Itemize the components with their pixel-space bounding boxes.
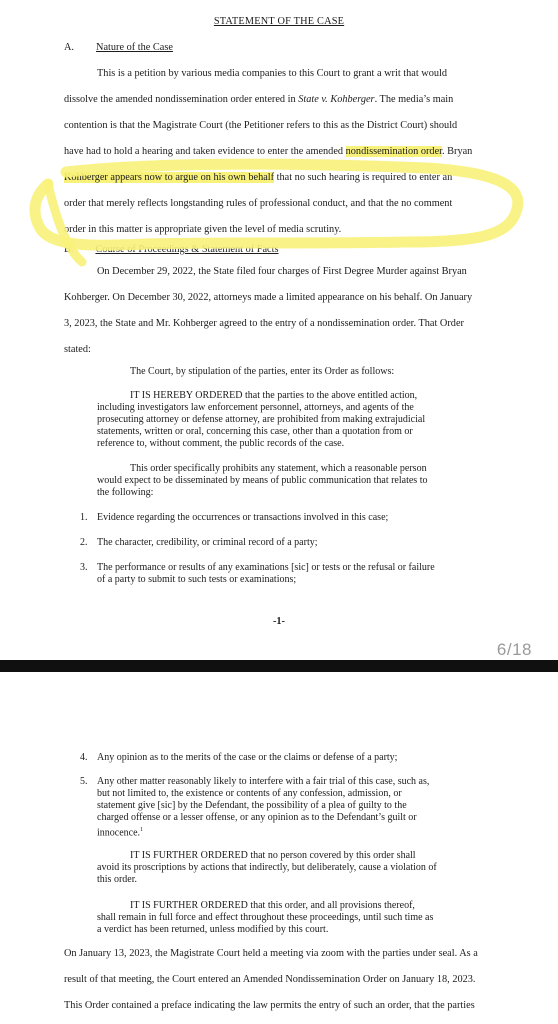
quote-line: IT IS HEREBY ORDERED that the parties to the above entitled action, xyxy=(130,390,418,401)
list-item-number: 1. xyxy=(80,512,88,523)
list-item-text: Evidence regarding the occurrences or transactions involved in this case; xyxy=(97,512,389,523)
quote-line: IT IS FURTHER ORDERED that no person covered by this order shall xyxy=(130,850,416,861)
quote-intro: The Court, by stipulation of the parties, enter its Order as follows: xyxy=(130,366,395,377)
list-item-number: 5. xyxy=(80,776,88,787)
page-counter: 6/18 xyxy=(496,640,532,659)
para-c-line: This Order contained a preface indicating the law permits the entry of such an order, that the parties xyxy=(64,1000,475,1011)
document-page-2 xyxy=(0,672,558,1024)
para-b-line: stated: xyxy=(64,344,91,355)
quote-line: This order specifically prohibits any statement, which a reasonable person xyxy=(130,463,427,474)
page-title: STATEMENT OF THE CASE xyxy=(213,16,345,27)
quote-line: shall remain in full force and effect throughout these proceedings, until such time as xyxy=(97,912,434,923)
para-b-line: Kohberger. On December 30, 2022, attorneys made a limited appearance on his behalf. On January xyxy=(64,292,473,303)
list-item-text: charged offense or a lesser offense, or any opinion as to the Defendant’s guilt or xyxy=(97,812,417,823)
para-a-line: This is a petition by various media companies to this Court to grant a writ that would xyxy=(97,68,448,79)
quote-line: this order. xyxy=(97,874,137,885)
list-item-text: statement give [sic] by the Defendant, the possibility of a plea of guilty to the xyxy=(97,800,407,811)
quote-line: including investigators law enforcement personnel, attorneys, and agents of the xyxy=(97,402,414,413)
page-number: -1- xyxy=(272,616,285,627)
quote-line: a verdict has been returned, unless modified by this court. xyxy=(97,924,329,935)
quote-line: IT IS FURTHER ORDERED that this order, and all provisions thereof, xyxy=(130,900,415,911)
quote-line: prosecuting attorney or defense attorney, are prohibited from making extrajudicial xyxy=(97,414,426,425)
list-item-text: Any other matter reasonably likely to interfere with a fair trial of this case, such as, xyxy=(97,776,430,787)
list-item-number: 4. xyxy=(80,752,88,763)
para-a-line: contention is that the Magistrate Court (the Petitioner refers to this as the District Court) should xyxy=(64,120,458,131)
section-a-heading: A. Nature of the Case xyxy=(64,42,173,53)
list-item-text: of a party to submit to such tests or examinations; xyxy=(97,574,297,585)
para-c-line: result of that meeting, the Court entered an Amended Nondissemination Order on January 18, 2023. xyxy=(64,974,476,985)
list-item-text: innocence.$^1$ xyxy=(97,827,144,839)
page-separator xyxy=(0,660,558,672)
quote-line: the following: xyxy=(97,487,154,498)
para-c-line: On January 13, 2023, the Magistrate Court held a meeting via zoom with the parties under seal. As a xyxy=(64,948,478,959)
para-a-line: order in this matter is appropriate given the level of media scrutiny. xyxy=(64,224,342,235)
list-item-text: Any opinion as to the merits of the case or the claims or defense of a party; xyxy=(97,752,398,763)
para-b-line: 3, 2023, the State and Mr. Kohberger agreed to the entry of a nondissemination order. That Order xyxy=(64,318,464,329)
para-b-line: On December 29, 2022, the State filed four charges of First Degree Murder against Bryan xyxy=(97,266,467,277)
quote-line: reference to, without comment, the public records of the case. xyxy=(97,438,345,449)
footnote-ref[interactable]: 1 xyxy=(140,827,144,833)
section-b-heading: B. Course of Proceedings & Statement of Facts xyxy=(64,244,279,255)
list-item-number: 3. xyxy=(80,562,88,573)
list-item-text: The performance or results of any examinations [sic] or tests or the refusal or failure xyxy=(97,562,435,573)
quote-line: statements, written or oral, concerning this case, other than a quotation from or xyxy=(97,426,413,437)
list-item-text: but not limited to, the existence or contents of any confession, admission, or xyxy=(97,788,402,799)
para-a-line: have had to hold a hearing and taken evidence to enter the amended nondissemination order. Bryan xyxy=(64,146,473,157)
list-item-text: The character, credibility, or criminal record of a party; xyxy=(97,537,318,548)
quote-line: avoid its proscriptions by actions that indirectly, but deliberately, cause a violation of xyxy=(97,862,437,873)
list-item-number: 2. xyxy=(80,537,88,548)
quote-line: would expect to be disseminated by means of public communication that relates to xyxy=(97,475,428,486)
para-a-line: order that merely reflects longstanding rules of professional conduct, and that the no comment xyxy=(64,198,453,209)
para-a-line: Kohberger appears now to argue on his own behalf that no such hearing is required to enter an xyxy=(64,172,453,183)
para-a-line: dissolve the amended nondissemination order entered in State v. Kohberger. The media’s main xyxy=(64,94,454,105)
